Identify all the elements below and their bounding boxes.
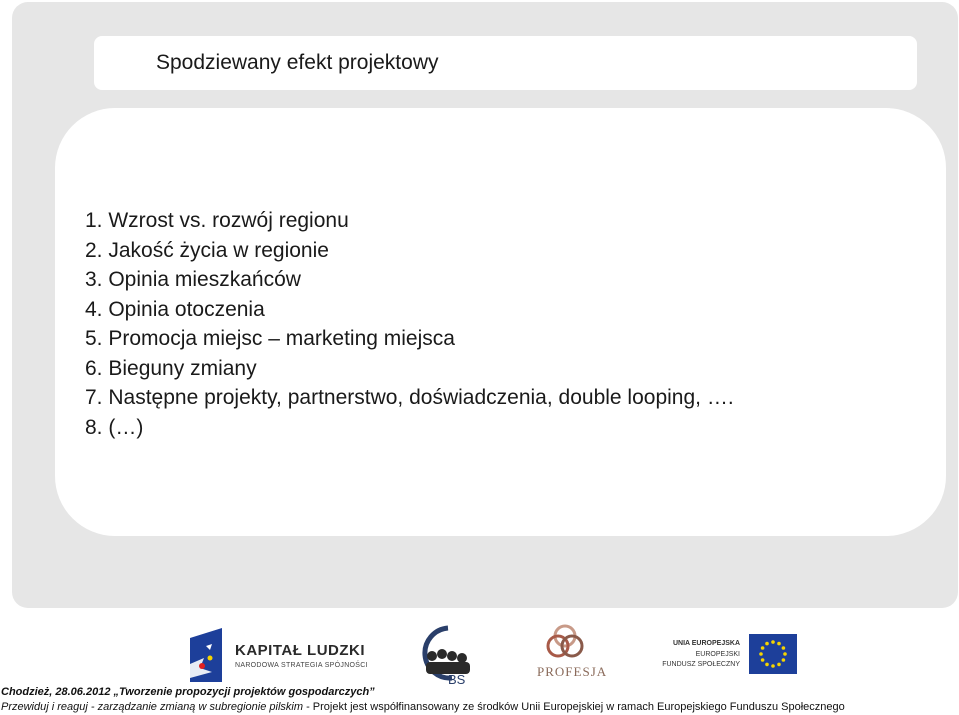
list-item: 5. Promocja miejsc – marketing miejsca	[85, 327, 455, 350]
footer-funding-line	[1, 701, 845, 713]
list-item: 1. Wzrost vs. rozwój regionu	[85, 209, 349, 232]
footer-event-line: Chodzież, 28.06.2012 „Tworzenie propozycji projektów gospodarczych”	[1, 686, 375, 698]
logos-bar	[180, 620, 820, 686]
eu-flag-icon	[749, 634, 797, 674]
effects-list	[85, 206, 734, 442]
list-item: 4. Opinia otoczenia	[85, 297, 265, 321]
slide-title: Spodziewany efekt projektowy	[156, 51, 439, 74]
content-panel	[55, 108, 946, 536]
eu-line2: EUROPEJSKI	[695, 651, 740, 658]
kapital-ludzki-logo	[180, 620, 380, 686]
footer-project-name: Przewiduj i reaguj - zarządzanie zmianą w subregionie pilskim	[1, 701, 304, 713]
list-item: 2. Jakość życia w regionie	[85, 238, 329, 262]
cbs-logo	[408, 620, 480, 686]
profesja-name: PROFESJA	[537, 664, 608, 679]
kapital-ludzki-subtitle: NARODOWA STRATEGIA SPÓJNOŚCI	[235, 662, 368, 669]
list-item: 7. Następne projekty, partnerstwo, doświadczenia, double looping, ….	[85, 386, 734, 409]
title-panel	[94, 36, 917, 90]
eu-line3: FUNDUSZ SPOŁECZNY	[662, 661, 740, 668]
list-item: 8. (…)	[85, 415, 144, 439]
kapital-ludzki-name: KAPITAŁ LUDZKI	[235, 642, 366, 659]
profesja-rings-icon	[525, 620, 615, 664]
kapital-ludzki-mark-icon	[190, 628, 222, 682]
eu-line1: UNIA EUROPEJSKA	[672, 640, 740, 647]
list-item: 3. Opinia mieszkańców	[85, 268, 301, 291]
list-item: 6. Bieguny zmiany	[85, 356, 257, 380]
cbs-label: BS	[448, 672, 466, 686]
profesja-logo	[525, 620, 615, 686]
eu-logo	[648, 620, 808, 686]
cbs-people-icon	[408, 620, 480, 686]
footer-funding-text: - Projekt jest współfinansowany ze środków Unii Europejskiej w ramach Europejskiego Funduszu Społecznego	[303, 701, 845, 713]
